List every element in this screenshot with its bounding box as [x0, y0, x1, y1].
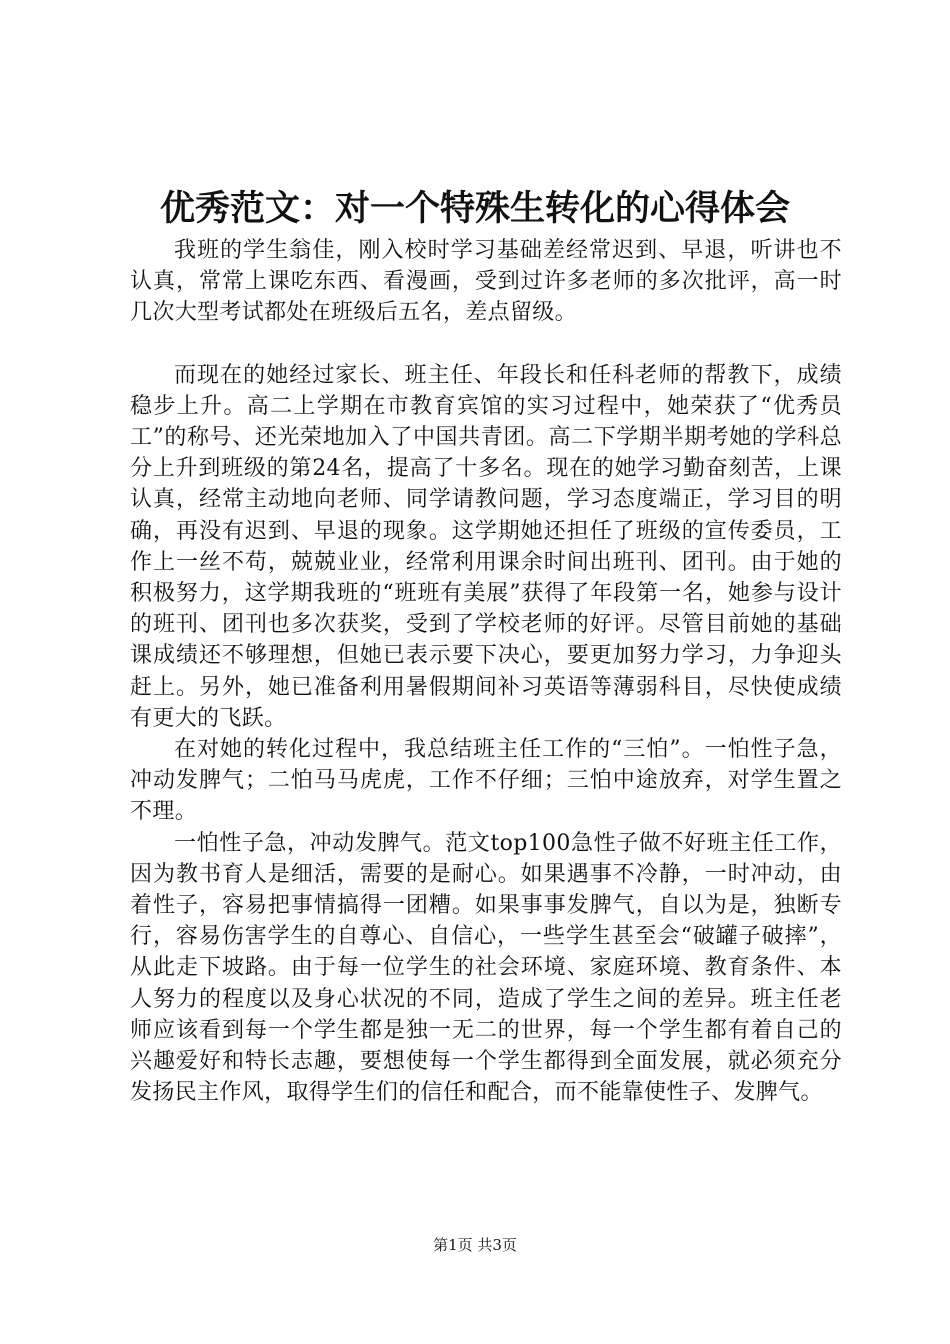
paragraph-3: 在对她的转化过程中，我总结班主任工作的“三怕”。一怕性子急，冲动发脾气；二怕马马虎虎，工作不仔细；三怕中途放弃，对学生置之不理。	[130, 737, 842, 825]
document-body	[130, 235, 842, 1108]
paragraph-1: 我班的学生翁佳，刚入校时学习基础差经常迟到、早退，听讲也不认真，常常上课吃东西、看漫画，受到过许多老师的多次批评，高一时几次大型考试都处在班级后五名，差点留级。	[130, 238, 842, 326]
paragraph-2: 而现在的她经过家长、班主任、年段长和任科老师的帮教下，成绩稳步上升。高二上学期在市教育宾馆的实习过程中，她荣获了“优秀员工”的称号、还光荣地加入了中国共青团。高二下学期半期考她的学科总分上升到班级的第24名，提高了十多名。现在的她学习勤奋刻苦，上课认真，经常主动地向老师、同学请教问题，学习态度端正，学习目的明确，再没有迟到、早退的现象。这学期她还担任了班级的宣传委员，工作上一丝不苟，兢兢业业，经常利用课余时间出班刊、团刊。由于她的积极努力，这学期我班的“班班有美展”获得了年段第一名，她参与设计的班刊、团刊也多次获奖，受到了学校老师的好评。尽管目前她的基础课成绩还不够理想，但她已表示要下决心，要更加努力学习，力争迎头赶上。另外，她已准备利用暑假期间补习英语等薄弱科目，尽快使成绩有更大的飞跃。	[130, 362, 842, 731]
paragraph-4: 一怕性子急，冲动发脾气。范文top100急性子做不好班主任工作，因为教书育人是细活，需要的是耐心。如果遇事不冷静，一时冲动，由着性子，容易把事情搞得一团糟。如果事事发脾气，自以为是，独断专行，容易伤害学生的自尊心、自信心，一些学生甚至会“破罐子破摔”，从此走下坡路。由于每一位学生的社会环境、家庭环境、教育条件、本人努力的程度以及身心状况的不同，造成了学生之间的差异。班主任老师应该看到每一个学生都是独一无二的世界，每一个学生都有着自己的兴趣爱好和特长志趣，要想使每一个学生都得到全面发展，就必须充分发扬民主作风，取得学生们的信任和配合，而不能靠使性子、发脾气。	[130, 830, 842, 1106]
page-number-footer: 第1页 共3页	[433, 1236, 517, 1254]
document-title: 优秀范文：对一个特殊生转化的心得体会	[159, 189, 790, 229]
